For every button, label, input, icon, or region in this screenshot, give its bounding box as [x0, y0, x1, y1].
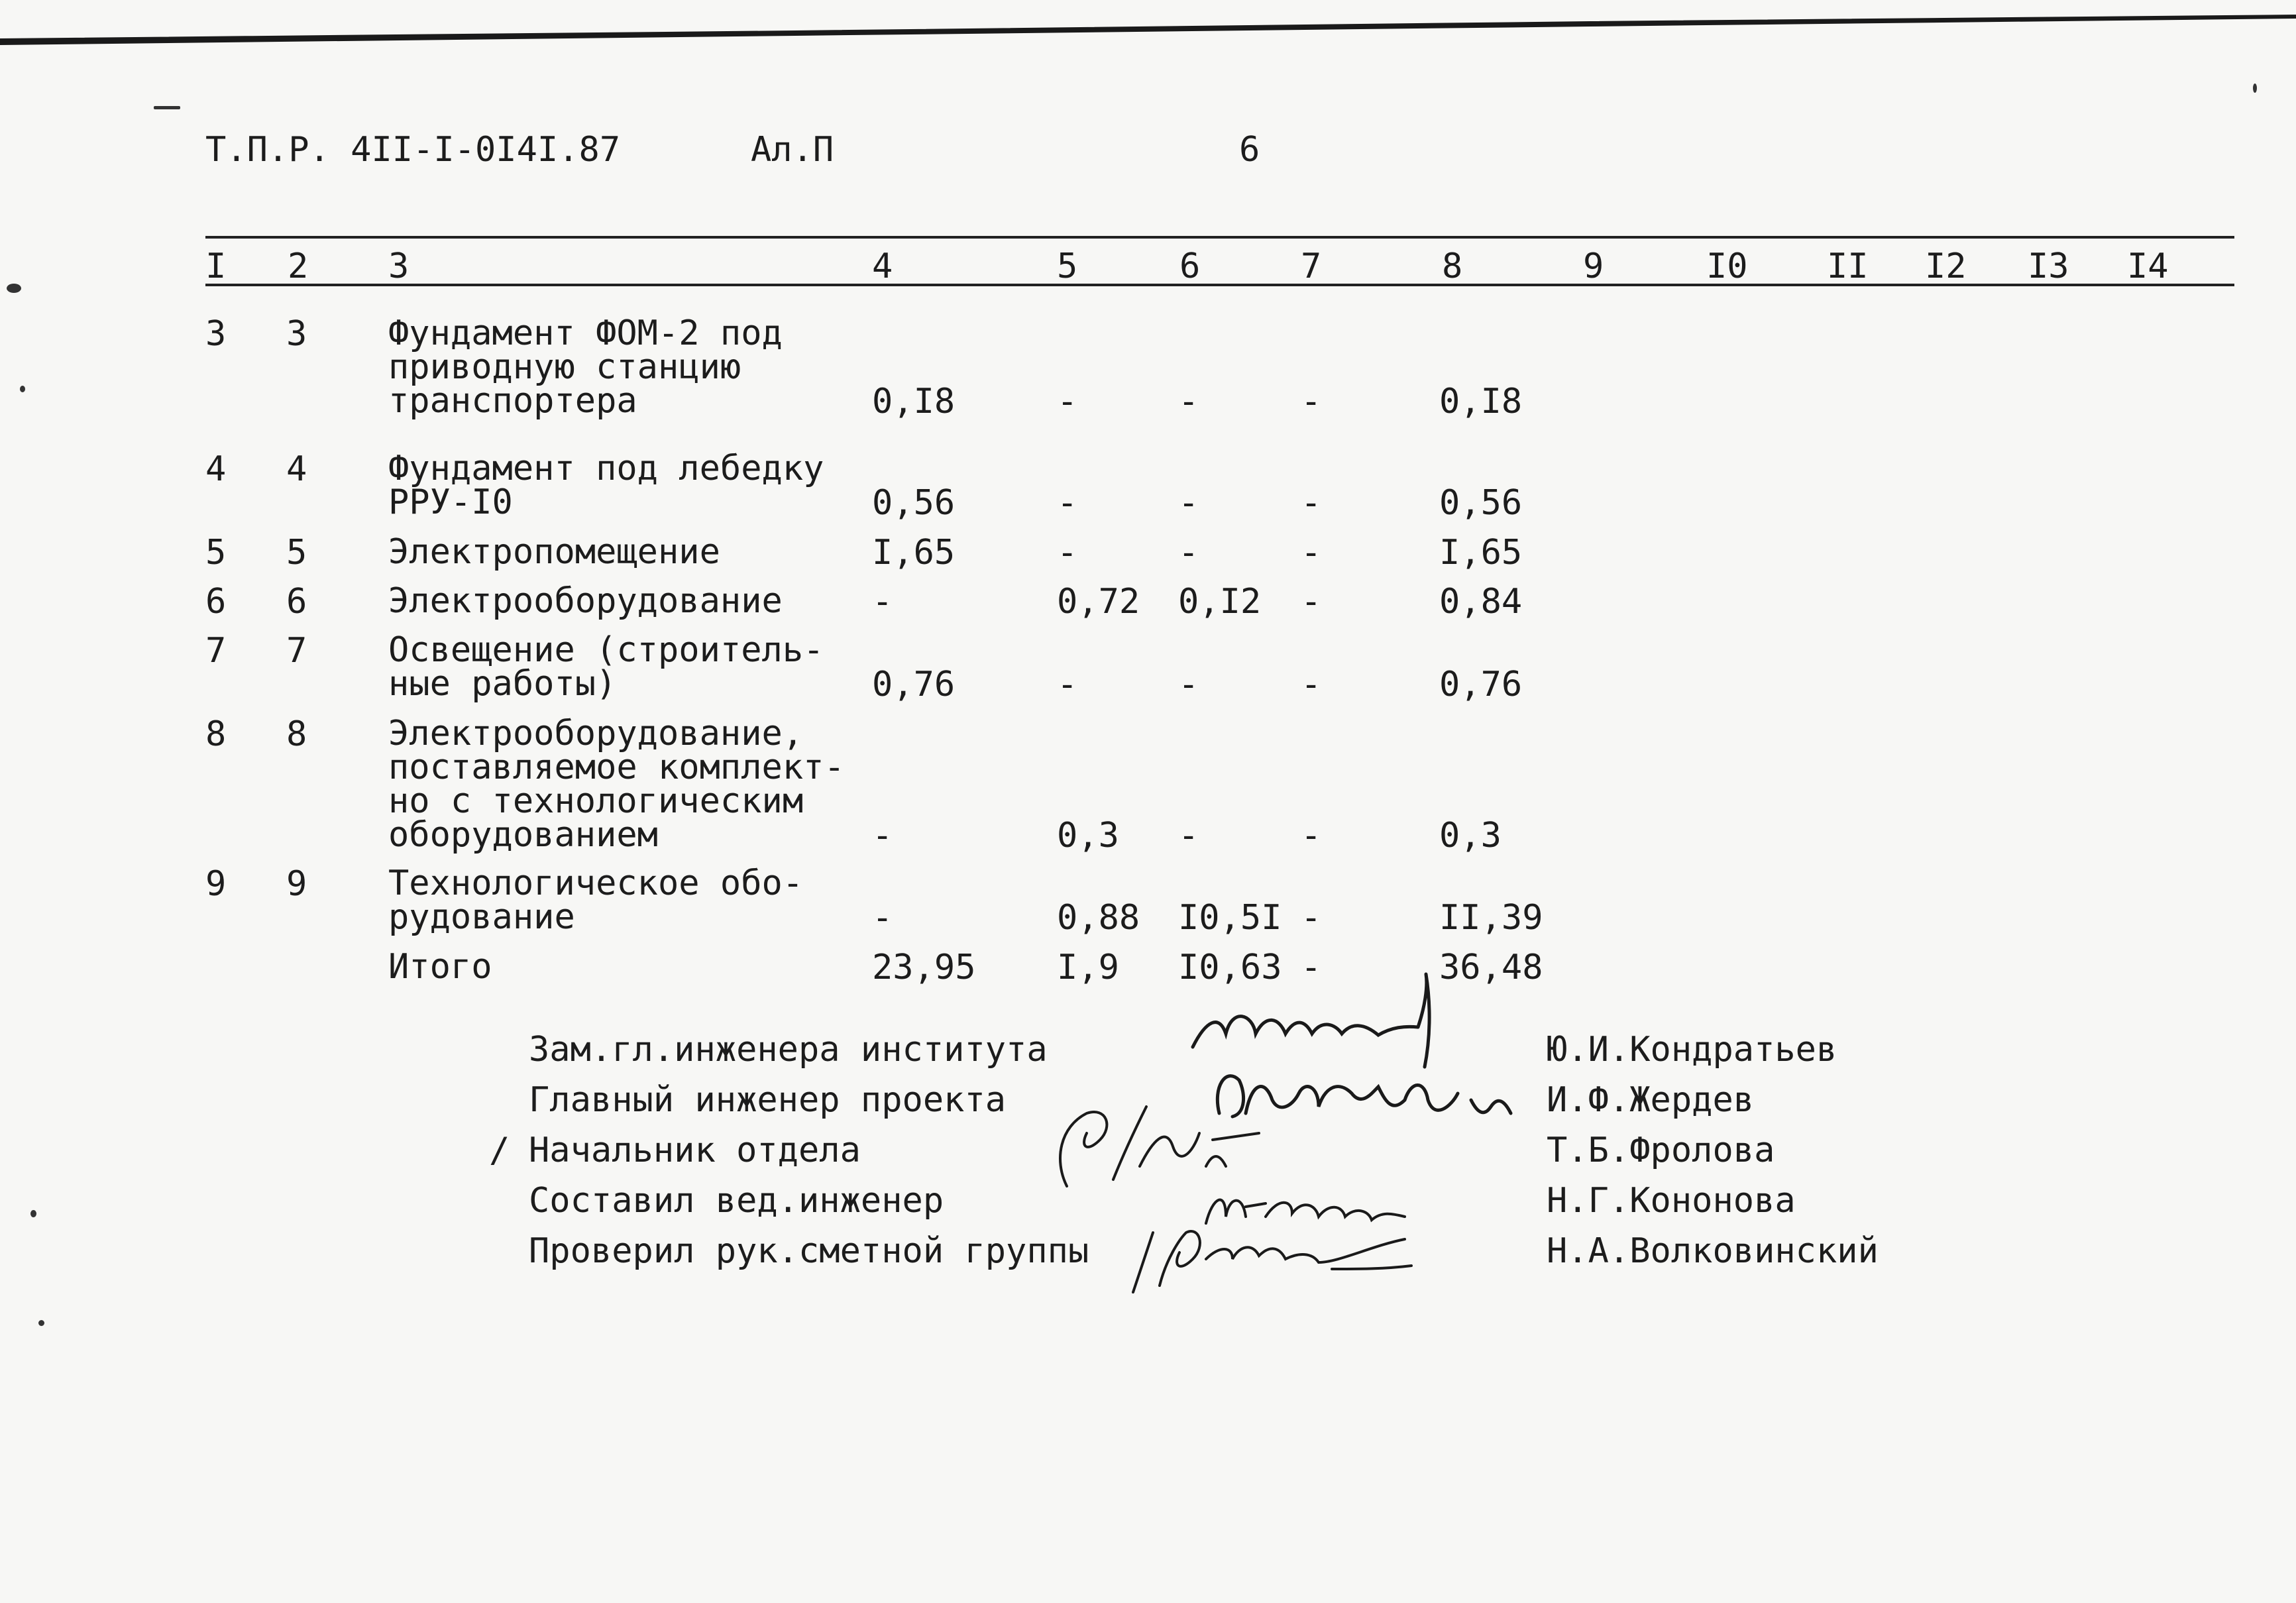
value-col8: 0,76: [1439, 665, 1523, 704]
column-header: 5: [1057, 247, 1078, 286]
value-col4: 0,76: [872, 665, 956, 704]
row-position: 5: [286, 533, 307, 573]
column-header: 4: [872, 247, 893, 286]
signer-role: Начальник отдела: [529, 1131, 861, 1170]
column-header: I2: [1925, 247, 1967, 286]
row-position: 6: [286, 582, 307, 622]
row-description-line: рудование: [388, 897, 575, 937]
value-col8: 0,56: [1439, 483, 1523, 523]
top-border-line: [0, 15, 2296, 45]
value-col7: -: [1301, 483, 1322, 523]
handwritten-signature: [1120, 1206, 1431, 1299]
row-description-line: Электрооборудование: [388, 581, 783, 621]
margin-mark: [2253, 83, 2257, 93]
column-header: I0: [1706, 247, 1748, 286]
row-position: 8: [286, 714, 307, 754]
value-col5: 0,72: [1057, 582, 1140, 622]
row-description-line: поставляемое комплект-: [388, 747, 845, 787]
signer-role: Главный инженер проекта: [529, 1080, 1007, 1120]
signer-name: И.Ф.Жердев: [1547, 1080, 1755, 1120]
column-header: 8: [1442, 247, 1463, 286]
row-description-line: Электрооборудование,: [388, 714, 804, 753]
margin-mark: [30, 1210, 36, 1217]
column-header: I4: [2127, 247, 2169, 286]
slash-mark: /: [489, 1131, 510, 1170]
value-col4: -: [872, 898, 893, 938]
value-col4: -: [872, 816, 893, 856]
row-number: 7: [205, 631, 227, 671]
value-col6: -: [1178, 382, 1199, 421]
column-header: 7: [1301, 247, 1322, 286]
row-description-line: Технологическое обо-: [388, 863, 804, 903]
row-description-line: Освещение (строитель-: [388, 630, 824, 670]
column-header: 3: [388, 247, 410, 286]
margin-mark: [154, 106, 180, 109]
value-col5: -: [1057, 483, 1078, 523]
document-code: Т.П.Р. 4II-I-0I4I.87: [205, 130, 621, 170]
table-top-rule: [205, 236, 2234, 239]
value-col7: -: [1301, 533, 1322, 573]
row-description-line: Электропомещение: [388, 532, 720, 572]
row-position: 4: [286, 449, 307, 489]
value-col4: -: [872, 582, 893, 622]
value-col5: 0,88: [1057, 898, 1140, 938]
total-col7: -: [1301, 948, 1322, 987]
column-header: 9: [1583, 247, 1604, 286]
sheet-label: Ал.П: [751, 130, 834, 170]
signer-name: Н.А.Волковинский: [1547, 1231, 1879, 1271]
total-col8: 36,48: [1439, 948, 1543, 987]
total-col5: I,9: [1057, 948, 1119, 987]
value-col8: 0,84: [1439, 582, 1523, 622]
value-col5: -: [1057, 533, 1078, 573]
row-description-line: РРУ-I0: [388, 482, 513, 522]
value-col8: 0,I8: [1439, 382, 1523, 421]
row-position: 7: [286, 631, 307, 671]
value-col8: I,65: [1439, 533, 1523, 573]
row-description-line: оборудованием: [388, 815, 658, 855]
row-number: 6: [205, 582, 227, 622]
value-col7: -: [1301, 582, 1322, 622]
row-description-line: но с технологическим: [388, 781, 804, 821]
row-number: 5: [205, 533, 227, 573]
column-header: II: [1827, 247, 1869, 286]
value-col4: I,65: [872, 533, 956, 573]
total-label: Итого: [388, 947, 492, 987]
column-header: 6: [1179, 247, 1201, 286]
margin-mark: [38, 1320, 44, 1326]
value-col8: II,39: [1439, 898, 1543, 938]
total-col6: I0,63: [1178, 948, 1282, 987]
signer-name: Ю.И.Кондратьев: [1547, 1030, 1837, 1070]
margin-mark: [20, 386, 25, 392]
value-col6: I0,5I: [1178, 898, 1282, 938]
value-col5: -: [1057, 665, 1078, 704]
column-header: I3: [2028, 247, 2069, 286]
value-col7: -: [1301, 816, 1322, 856]
signer-role: Составил вед.инженер: [529, 1181, 944, 1221]
value-col5: 0,3: [1057, 816, 1119, 856]
row-number: 9: [205, 864, 227, 904]
total-col4: 23,95: [872, 948, 976, 987]
row-number: 4: [205, 449, 227, 489]
column-header: 2: [288, 247, 309, 286]
row-description-line: Фундамент ФОМ-2 под: [388, 313, 783, 353]
value-col5: -: [1057, 382, 1078, 421]
signer-name: Т.Б.Фролова: [1547, 1131, 1775, 1170]
signer-role: Зам.гл.инженера института: [529, 1030, 1048, 1070]
page-number: 6: [1239, 130, 1260, 170]
row-description-line: транспортера: [388, 381, 637, 421]
column-header: I: [205, 247, 227, 286]
value-col6: -: [1178, 533, 1199, 573]
value-col6: -: [1178, 483, 1199, 523]
row-number: 8: [205, 714, 227, 754]
value-col6: -: [1178, 665, 1199, 704]
row-position: 3: [286, 314, 307, 354]
signer-name: Н.Г.Кононова: [1547, 1181, 1796, 1221]
value-col7: -: [1301, 382, 1322, 421]
value-col6: -: [1178, 816, 1199, 856]
row-description-line: ные работы): [388, 664, 617, 704]
value-col4: 0,I8: [872, 382, 956, 421]
row-description-line: Фундамент под лебедку: [388, 449, 824, 488]
signer-role: Проверил рук.сметной группы: [529, 1231, 1089, 1271]
value-col4: 0,56: [872, 483, 956, 523]
value-col8: 0,3: [1439, 816, 1502, 856]
margin-mark: [7, 284, 21, 293]
value-col7: -: [1301, 665, 1322, 704]
row-description-line: приводную станцию: [388, 347, 741, 387]
row-position: 9: [286, 864, 307, 904]
value-col7: -: [1301, 898, 1322, 938]
row-number: 3: [205, 314, 227, 354]
value-col6: 0,I2: [1178, 582, 1262, 622]
